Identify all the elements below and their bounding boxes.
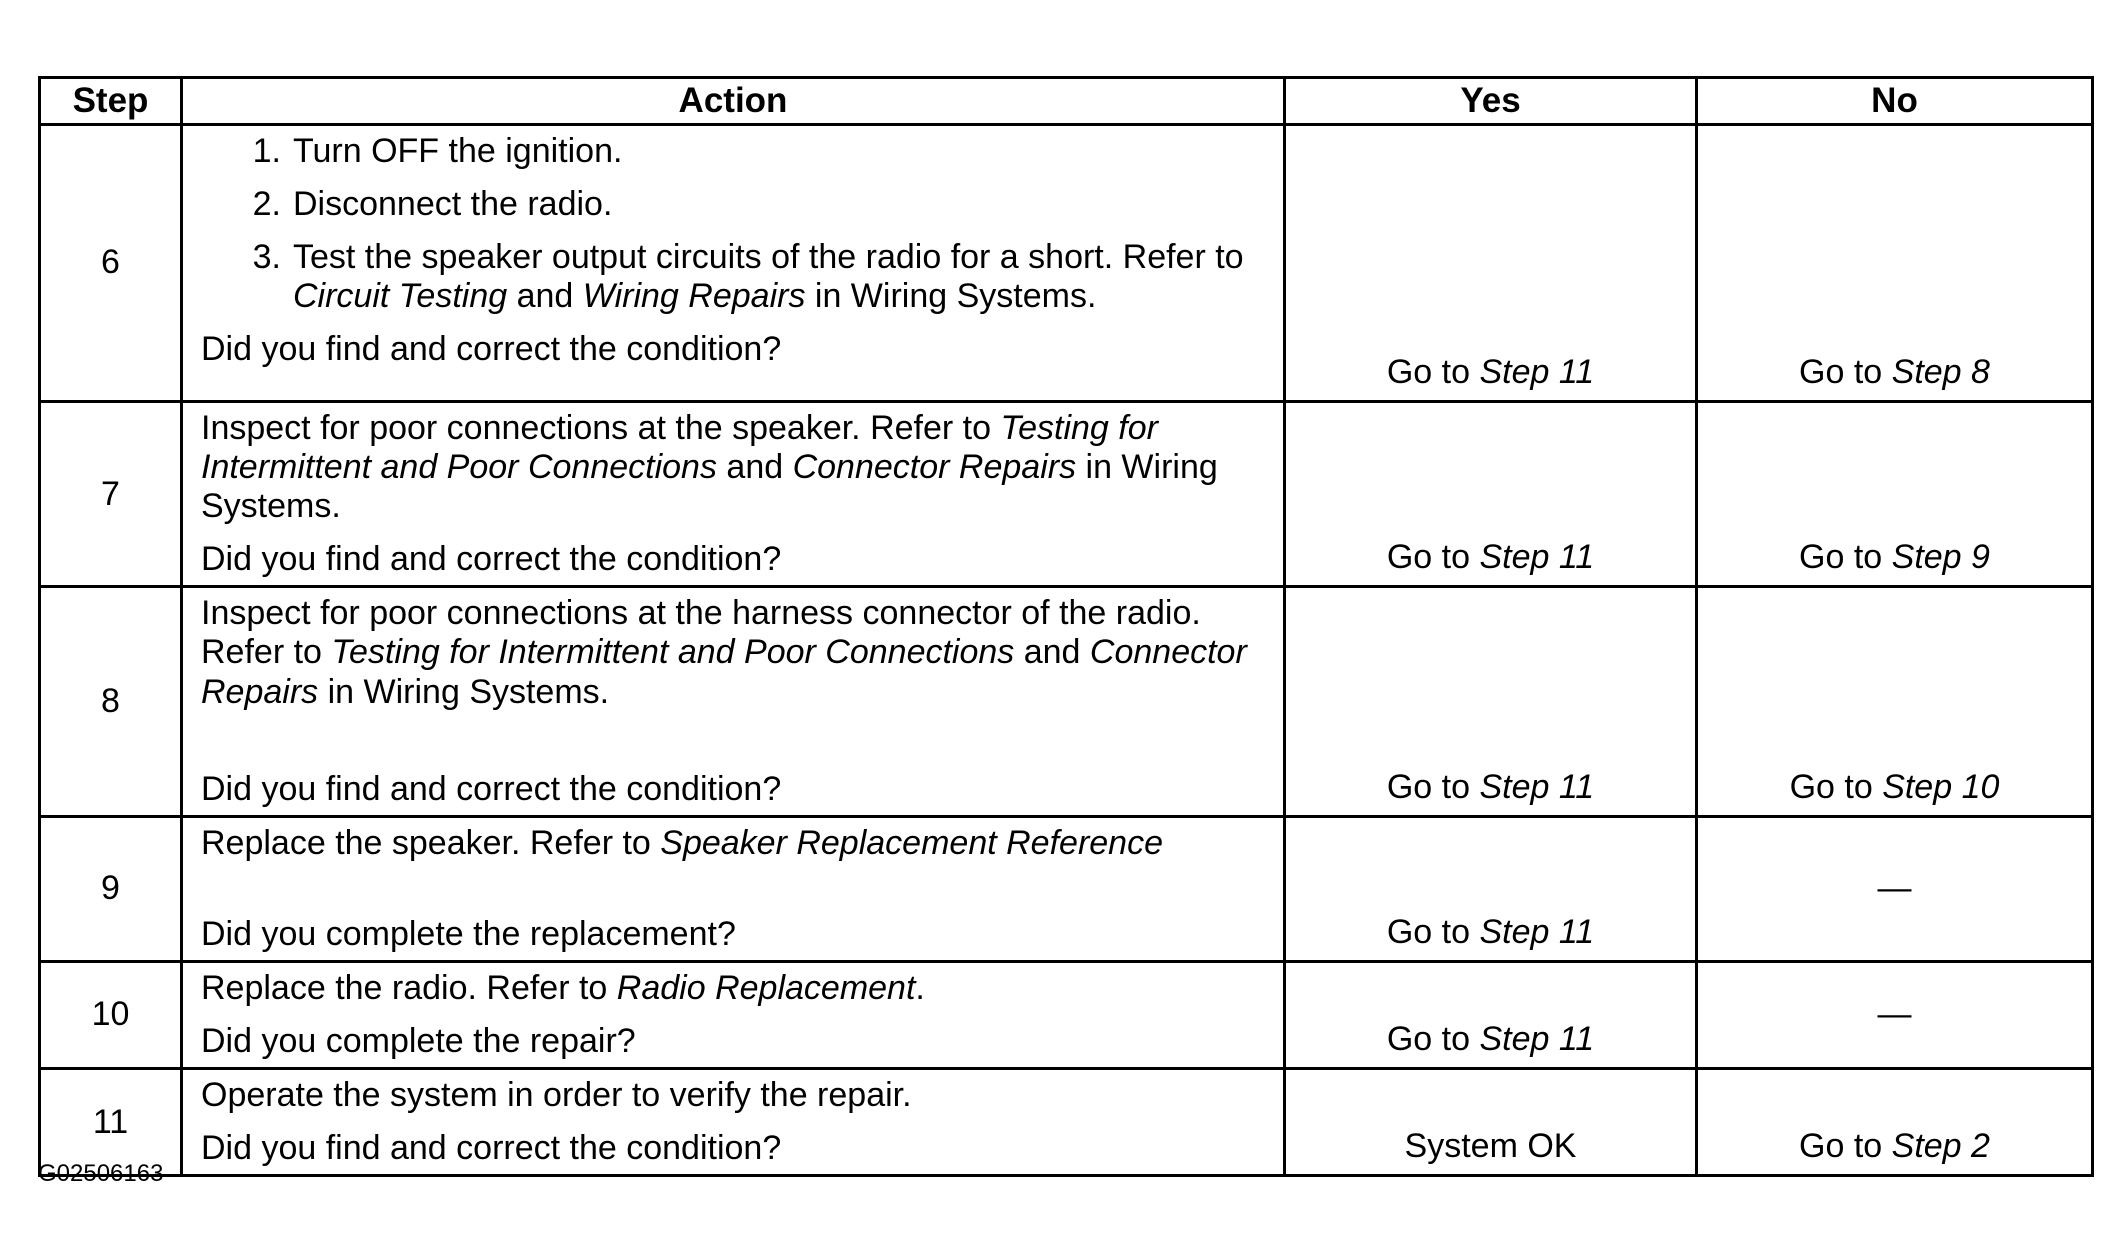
no-result: Go to Step 2 [1697,1069,2093,1176]
yes-result: System OK [1285,1069,1697,1176]
step-number: 9 [40,816,182,961]
header-row [40,78,2093,125]
no-result: — [1697,961,2093,1068]
action-cell [182,402,1285,587]
question-text: Did you complete the repair? [201,1022,636,1061]
substep-number: 1. [252,132,281,170]
diagnostic-table [38,76,2094,1177]
yes-result: Go to Step 11 [1285,816,1697,961]
reference-link: Circuit Testing [293,277,508,316]
action-cell [182,1069,1285,1176]
action-text: Inspect for poor connections at the speaker. Refer to Testing for Intermittent and Poor Connections and Connector Repairs in Wiring Systems. [201,409,1218,526]
substep-number: 2. [252,185,281,224]
table-row [40,1069,2093,1176]
substep-number: 3. [252,238,281,277]
action-cell [182,961,1285,1068]
reference-link: Speaker Replacement Reference [660,823,1163,862]
substep-text: Turn OFF the ignition. [293,132,623,170]
no-result: Go to Step 9 [1697,402,2093,587]
action-cell [182,587,1285,816]
header-action: Action [182,78,1285,125]
list-item [201,132,1271,171]
yes-result: Go to Step 11 [1285,961,1697,1068]
step-number: 11 [40,1069,182,1176]
step-number: 8 [40,587,182,816]
reference-link: Connector Repairs [792,448,1077,487]
table-row [40,816,2093,961]
step-number: 7 [40,402,182,587]
reference-link: Radio Replacement [616,968,916,1007]
no-result: — [1697,816,2093,961]
substep-list [201,132,1271,316]
header-no: No [1697,78,2093,125]
action-cell [182,125,1285,402]
header-yes: Yes [1285,78,1697,125]
reference-link: Testing for Intermittent and Poor Connections [201,409,1158,487]
reference-link: Connector Repairs [201,633,1247,711]
reference-link: Wiring Repairs [582,277,806,316]
substep-text: Test the speaker output circuits of the radio for a short. Refer to Circuit Testing and Wiring Repairs in Wiring Systems. [293,238,1244,316]
figure-id: G02506163 [38,1160,164,1187]
step-number: 6 [40,125,182,402]
list-item [201,185,1271,224]
question-text: Did you find and correct the condition? [201,540,782,579]
list-item [201,238,1271,316]
action-cell [182,816,1285,961]
table-row [40,587,2093,816]
action-text: Inspect for poor connections at the harness connector of the radio. Refer to Testing for Intermittent and Poor Connections and Connector Repairs in Wiring Systems. [201,594,1247,711]
action-text: Replace the radio. Refer to Radio Replacement. [201,968,925,1007]
yes-result: Go to Step 11 [1285,402,1697,587]
no-result: Go to Step 10 [1697,587,2093,816]
question-text: Did you find and correct the condition? [201,769,782,808]
table-row [40,961,2093,1068]
question-text: Did you find and correct the condition? [201,1129,782,1168]
substep-text: Disconnect the radio. [293,185,613,224]
action-text: Replace the speaker. Refer to Speaker Replacement Reference [201,823,1163,862]
question-text: Did you find and correct the condition? [201,330,782,369]
header-step: Step [40,78,182,125]
reference-link: Testing for Intermittent and Poor Connections [331,633,1015,672]
table-row [40,125,2093,402]
yes-result: Go to Step 11 [1285,125,1697,402]
question-text: Did you complete the replacement? [201,914,736,953]
no-result: Go to Step 8 [1697,125,2093,402]
step-number: 10 [40,961,182,1068]
table-row [40,402,2093,587]
yes-result: Go to Step 11 [1285,587,1697,816]
action-text: Operate the system in order to verify the repair. [201,1076,912,1115]
